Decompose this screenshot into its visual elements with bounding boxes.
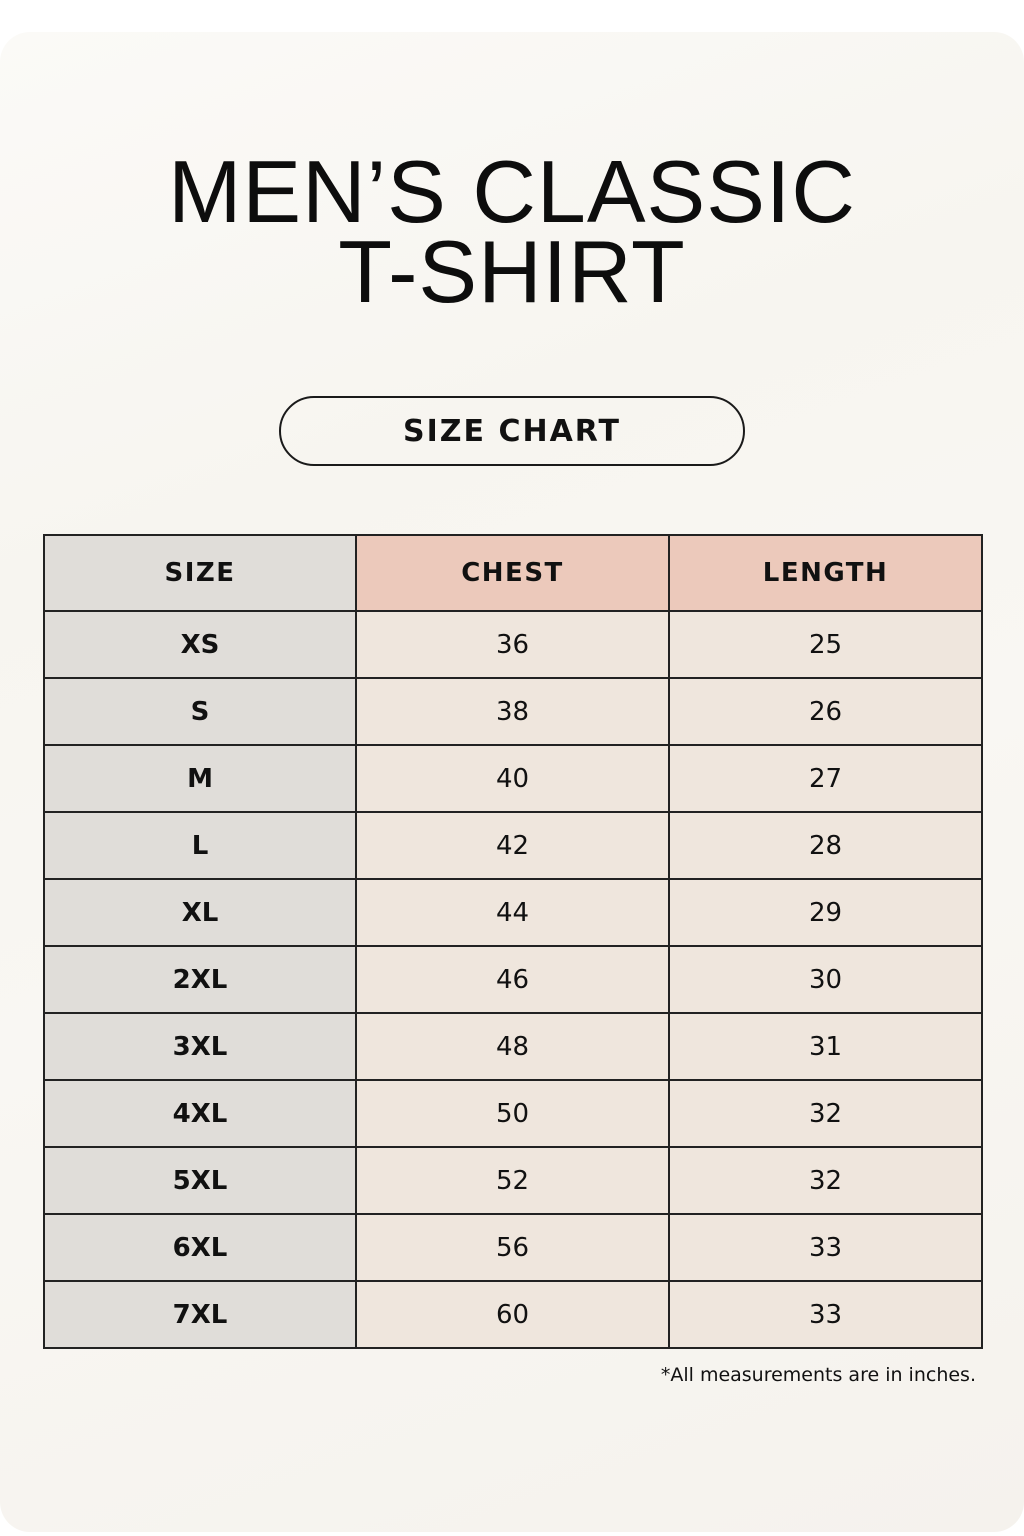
size-cell: M <box>44 745 356 812</box>
header-chest: CHEST <box>356 535 669 611</box>
chest-cell: 50 <box>356 1080 669 1147</box>
length-cell: 31 <box>669 1013 982 1080</box>
chest-cell: 38 <box>356 678 669 745</box>
size-cell: XL <box>44 879 356 946</box>
chest-cell: 46 <box>356 946 669 1013</box>
table-row <box>44 611 982 678</box>
chest-cell: 60 <box>356 1281 669 1348</box>
header-size: SIZE <box>44 535 356 611</box>
measurement-footnote: *All measurements are in inches. <box>660 1364 976 1386</box>
size-cell: 2XL <box>44 946 356 1013</box>
chest-cell: 44 <box>356 879 669 946</box>
table-row <box>44 1080 982 1147</box>
length-cell: 32 <box>669 1147 982 1214</box>
size-chart-badge: SIZE CHART <box>279 396 745 466</box>
size-cell: 7XL <box>44 1281 356 1348</box>
size-table <box>43 534 983 1349</box>
size-cell: XS <box>44 611 356 678</box>
table-row <box>44 812 982 879</box>
size-cell: S <box>44 678 356 745</box>
chest-cell: 36 <box>356 611 669 678</box>
table-row <box>44 745 982 812</box>
length-cell: 28 <box>669 812 982 879</box>
table-row <box>44 678 982 745</box>
table-row <box>44 946 982 1013</box>
table-row <box>44 879 982 946</box>
table-header-row <box>44 535 982 611</box>
chest-cell: 52 <box>356 1147 669 1214</box>
size-cell: 5XL <box>44 1147 356 1214</box>
length-cell: 33 <box>669 1281 982 1348</box>
length-cell: 32 <box>669 1080 982 1147</box>
length-cell: 30 <box>669 946 982 1013</box>
page-title-line-2: T-SHIRT <box>338 222 686 321</box>
length-cell: 26 <box>669 678 982 745</box>
chest-cell: 48 <box>356 1013 669 1080</box>
table-row <box>44 1147 982 1214</box>
page-title-line-1: MEN’S CLASSIC <box>168 142 856 241</box>
chest-cell: 56 <box>356 1214 669 1281</box>
length-cell: 27 <box>669 745 982 812</box>
length-cell: 33 <box>669 1214 982 1281</box>
chest-cell: 40 <box>356 745 669 812</box>
header-length: LENGTH <box>669 535 982 611</box>
length-cell: 25 <box>669 611 982 678</box>
size-cell: 3XL <box>44 1013 356 1080</box>
size-cell: 6XL <box>44 1214 356 1281</box>
table-row <box>44 1214 982 1281</box>
length-cell: 29 <box>669 879 982 946</box>
size-cell: L <box>44 812 356 879</box>
table-row <box>44 1013 982 1080</box>
size-chart-card <box>0 32 1024 1532</box>
size-cell: 4XL <box>44 1080 356 1147</box>
chest-cell: 42 <box>356 812 669 879</box>
table-row <box>44 1281 982 1348</box>
